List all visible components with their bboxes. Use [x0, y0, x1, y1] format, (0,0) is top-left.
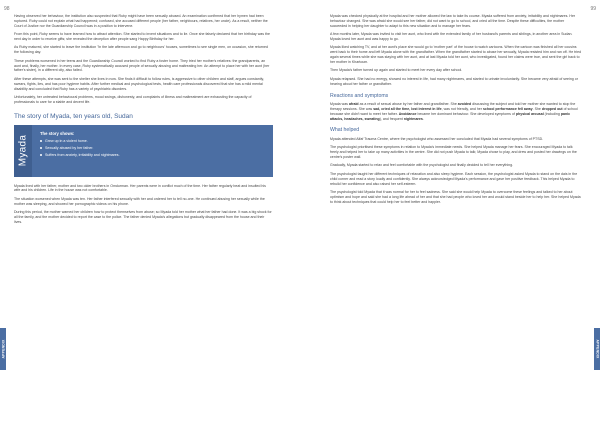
section-heading-myada-story: The story of Myada, ten years old, Sudan — [14, 112, 133, 120]
what-helped-heading: What helped — [330, 127, 360, 134]
paragraph: The psychologist prioritised these symptoms in relation to Myada's immediate needs. She helped Myada manage her fears. She encouraged Myada to talk freely and helped her to take up many activities in the centre. She did not push Myada to talk; Myada chose to play, and drew and posted her drawings on the centre's poster wall. — [330, 145, 577, 159]
paragraph: During this period, the mother warned her children how to protect themselves from abuse; so Myada told her mother what her father had done. It was a big shock for all the family, and the mother decided to report the case to the police. The father denied Myada's allegations but gradually disappeared from the house and their lives. — [14, 210, 272, 224]
appendix-tab-right — [594, 328, 600, 370]
paragraph: Myada relapsed. She had no energy, showed no interest in life, had many nightmares, and started to urinate involuntarily. She became very afraid of seeing or hearing about her father or grandfather. — [330, 76, 578, 86]
paragraph: Myada was checked physically at the hospital and her mother allowed the law to take its course. Myada suffered from anxiety, irritability and nightmares. Her behaviour changed. She was afraid she would see her father, did not want to go to school, and cried all the time. Despite these difficulties, the mother succeeded in helping her daughter to adapt to this new situation and to manage her fears. — [330, 14, 576, 28]
emphasis-text: dropped out — [541, 106, 563, 111]
text-run: as a result of sexual abuse by her father and grandfather. She — [358, 102, 458, 106]
paragraph: Gradually, Myada started to relax and feel comfortable with the psychologist and finally decided to tell her everything. — [330, 163, 514, 168]
emphasis-text: Avoidance — [398, 111, 417, 116]
paragraph: After these attempts, she was sent to the shelter she lives in now. She finds it difficult to follow rules, is aggressive to other children and staff, argues constantly, swears, fights, lies, and has poor hygiene habits. After further medical and psychological tests, health care professionals discovered that she has a mild mental disability and concluded that Ruby has a variety of psychiatric disorders. — [14, 76, 264, 91]
emphasis-text: avoided — [457, 102, 472, 106]
text-run: ), and frequent — [379, 116, 404, 121]
emphasis-text: panic attacks, headaches, sweating — [330, 111, 571, 121]
appendix-tab-right-label: APPENDIX — [595, 339, 599, 359]
text-run: (including — [543, 111, 561, 116]
story-shows-label: The story shows: — [40, 130, 75, 136]
story-bullet-list — [40, 139, 120, 157]
story-bullet-text: Sexually abused by her father. — [45, 145, 94, 150]
reactions-paragraph — [330, 102, 582, 121]
paragraph: The situation worsened when Myada was ten. Her father interfered sexually with her and ordered her to tell no-one. He continued abusing her sexually while the mother was sleeping, and showed her pornographic videos on his phone. — [14, 196, 265, 206]
paragraph: Having observed her behaviour, the institution also suspected that Ruby might have been sexually abused. An examination confirmed that her hymen had been ruptured. Ruby could not explain what had happened; confused, she accused different people (her father, neighbours, relatives, her uncle). As a result, neither the Court of Justice nor the Guardianship Council was in a position to intervene. — [14, 14, 268, 28]
story-bullet — [40, 153, 120, 157]
text-run: , was not friendly, and her — [441, 106, 483, 111]
page-number-right: 99 — [590, 6, 596, 12]
story-body — [32, 125, 128, 177]
text-run: of school because she didn't want to meet her father. — [330, 106, 578, 116]
text-run: discussing the subject and told her mother she wanted to stop the therapy sessions. She was — [330, 102, 576, 111]
left-column — [14, 14, 273, 228]
appendix-tab-left-label: APPENDIX — [1, 339, 5, 359]
paragraph: A few months later, Myada was invited to visit her aunt, who lived with the extended family of her husband's parents and siblings, in another area in Sudan. Myada loved her aunt and was happy to go. — [330, 32, 573, 41]
story-bullet-text: Suffers from anxiety, irritability and nightmares. — [45, 152, 120, 157]
paragraph: These problems worsened in her teens and the Guardianship Council worked to find Ruby a foster home. They tried her mother's relatives: the grandparents, an aunt and, finally, her mother. In every case, Ruby systematically accused people of sexually abusing and maltreating her. An attempt to place her with her aunt (her father's sister), in a different city, also failed. — [14, 58, 270, 73]
bullet-dot-icon — [40, 140, 42, 142]
text-run: . — [422, 116, 424, 121]
paragraph: Myada attended Alfaf Trauma Centre, where the psychologist who assessed her concluded that Myada had several symptoms of PTSD. — [330, 136, 544, 141]
paragraph: Myada lived with her father, mother and two older brothers in Omdurman. Her parents were in conflict much of the time. Her father regularly beat and insulted his wife and his children. Life in the house was not comfortable. — [14, 183, 266, 193]
paragraph: Then Myada's father turned up again and started to meet her every day after school. — [330, 68, 463, 73]
emphasis-text: sad, cried all the time, lost interest in life — [373, 106, 442, 111]
text-run: Myada was — [330, 102, 349, 106]
story-summary-box — [14, 125, 273, 177]
emphasis-text: school performance fell away — [482, 106, 533, 111]
page-number-left: 98 — [4, 6, 10, 12]
bullet-dot-icon — [40, 147, 42, 149]
story-name-tab — [14, 125, 32, 177]
paragraph: Myada liked watching TV, and at her aunt's place she would go to 'mother part' of the house to watch cartoons. When the cartoon was finished all her cousins went back to their home and left Myada alone with the grandfather. When the grandfather started to abuse her sexually, Myada resisted him and ran off. He tried again several times while she was staying with her aunt, and at last Myada told her aunt, who investigated, found her claims were true, and sent the girl back to her mother in Khartoum. — [330, 45, 582, 64]
paragraph: The psychologist taught her different techniques of relaxation and also sleep hygiene. Each session, the psychologist asked Myada to stand on the dais in the child corner and read a story loudly and confidently. She always acknowledged Myada's performance and gave her positive feedback. This helped Myada to rebuild her confidence and also raised her self-esteem. — [330, 171, 578, 186]
paragraph: From this point, Ruby seems to have learned how to attract attention. She started to invent situations and to lie. Once she falsely declared that her birthday was the next day in order to receive gifts; she revealed the deception after people sang Happy Birthday for her. — [14, 32, 270, 41]
story-name: Myada — [17, 134, 29, 167]
story-bullet — [40, 146, 120, 150]
appendix-tab-left — [0, 328, 6, 370]
bullet-dot-icon — [40, 154, 42, 156]
reactions-heading: Reactions and symptoms — [330, 92, 389, 99]
story-bullet-text: Grew up in a violent home. — [45, 138, 88, 143]
story-bullet — [40, 139, 120, 143]
emphasis-text: afraid — [348, 102, 359, 106]
paragraph: Unfortunately, her untreated behavioural problems, mood swings, dishonesty, and complaints of illness and maltreatment are exhausting the capacity of professionals to care for a stable and decent life. — [14, 94, 252, 104]
text-run: became her dominant behaviour. She developed symptoms of — [416, 111, 516, 116]
right-column — [330, 14, 582, 208]
paragraph: The psychologist told Myada that it was normal for her to feel sadness. She said she would help Myada to overcome these feelings and talked to her about optimism and hope and said she had a long life ahead of her and that she had people who loved her and would stand beside her to help her. She helped Myada to think about techniques that could help her to feel better and happier. — [330, 190, 581, 204]
emphasis-text: physical arousal — [515, 111, 544, 116]
paragraph: As Ruby matured, she started to leave the institution "in the late afternoon and go to neighbours' houses, sometimes to see single men, on occasion, she returned the following day. — [14, 45, 268, 55]
text-run: . She — [532, 106, 542, 111]
emphasis-text: nightmares — [403, 116, 423, 121]
